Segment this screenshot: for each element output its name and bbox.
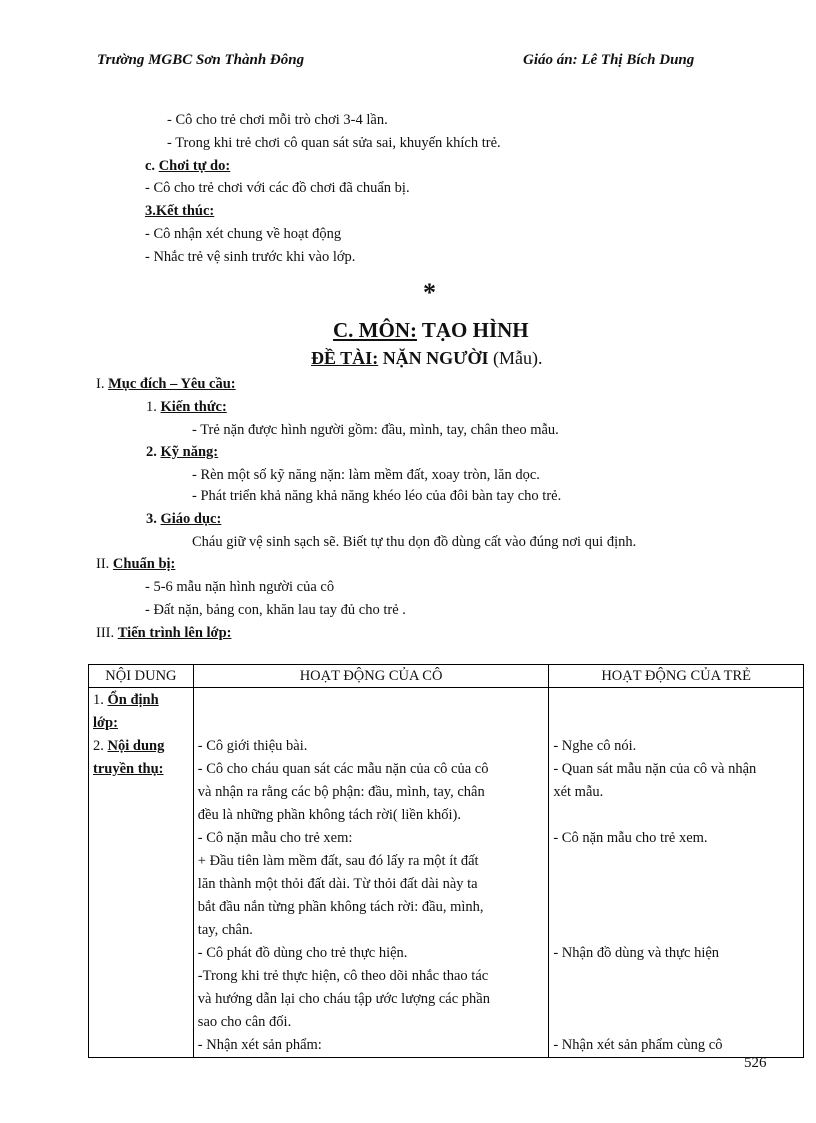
child-line: - Nghe cô nói.	[553, 738, 637, 754]
header-school: Trường MGBC Sơn Thành Đông	[97, 52, 305, 68]
teacher-line: - Cô giới thiệu bài.	[197, 738, 308, 754]
free-play-text: - Cô cho trẻ chơi với các đồ chơi đã chuẩn bị.	[145, 180, 410, 196]
topic-title	[311, 348, 543, 369]
section1-title: Mục đích – Yêu cầu:	[108, 376, 236, 392]
topic-prefix: ĐỀ TÀI:	[311, 348, 379, 368]
section3-heading	[96, 625, 231, 642]
child-line	[553, 850, 799, 873]
step2-title-a: Nội dung	[107, 738, 165, 754]
ending-line-2: - Nhắc trẻ vệ sinh trước khi vào lớp.	[145, 249, 356, 265]
ending-heading: 3.Kết thúc:	[145, 203, 215, 219]
teacher-line: đều là những phần không tách rời( liền khối).	[197, 807, 461, 823]
header-content: NỘI DUNG	[89, 665, 194, 688]
education-num: 3.	[146, 511, 157, 527]
separator-asterisk: *	[423, 278, 436, 307]
prep-line-2: - Đất nặn, bảng con, khăn lau tay đủ cho trẻ .	[145, 602, 406, 618]
teacher-line: bắt đầu nắn từng phần không tách rời: đầu, mình,	[197, 899, 484, 915]
child-line	[553, 896, 799, 919]
child-line	[553, 873, 799, 896]
free-play-label: Chơi tự do:	[158, 158, 231, 174]
section3-num: III.	[96, 625, 115, 641]
prep-line-1: - 5-6 mẫu nặn hình người của cô	[145, 579, 335, 595]
skills-line-2: - Phát triển khả năng khả năng khéo léo của đôi bàn tay cho trẻ.	[192, 488, 562, 504]
free-play-heading	[145, 158, 230, 175]
child-line: - Nhận xét sản phẩm cùng cô	[553, 1037, 723, 1053]
lesson-plan-table	[88, 664, 804, 1058]
child-line	[553, 965, 799, 988]
header-teacher: Giáo án: Lê Thị Bích Dung	[523, 52, 695, 68]
section1-heading	[96, 376, 236, 393]
subject-prefix: C. MÔN:	[333, 318, 417, 342]
section2-title: Chuẩn bị:	[112, 556, 176, 572]
intro-line-1: - Cô cho trẻ chơi mỗi trò chơi 3-4 lần.	[167, 112, 388, 128]
spacer	[553, 689, 799, 712]
teacher-line: và hướng dẫn lại cho cháu tập ước lượng các phần	[197, 991, 490, 1007]
step1-title-a: Ổn định	[107, 692, 159, 708]
table-body-row	[89, 688, 804, 1058]
teacher-line: lăn thành một thỏi đất dài. Từ thỏi đất dài này ta	[197, 876, 478, 892]
education-heading	[146, 511, 221, 528]
step2-title-b: truyền thụ:	[93, 761, 164, 777]
intro-line-2: - Trong khi trẻ chơi cô quan sát sửa sai, khuyến khích trẻ.	[167, 135, 501, 151]
step2-num: 2.	[93, 738, 104, 754]
child-line: - Nhận đồ dùng và thực hiện	[553, 945, 720, 961]
knowledge-title: Kiến thức:	[160, 399, 227, 415]
knowledge-line-1: - Trẻ nặn được hình người gồm: đầu, mình, tay, chân theo mẫu.	[192, 422, 559, 438]
teacher-line: -Trong khi trẻ thực hiện, cô theo dõi nhắc thao tác	[197, 968, 489, 984]
free-play-prefix: c.	[145, 158, 156, 174]
skills-title: Kỹ năng:	[160, 444, 219, 460]
education-title: Giáo dục:	[160, 511, 222, 527]
skills-heading	[146, 444, 218, 461]
page-number: 526	[744, 1055, 767, 1071]
child-line	[553, 919, 799, 942]
topic-suffix: (Mẫu).	[493, 348, 543, 368]
ending-line-1: - Cô nhận xét chung về hoạt động	[145, 226, 342, 242]
skills-line-1: - Rèn một số kỹ năng nặn: làm mềm đất, xoay tròn, lăn dọc.	[192, 467, 540, 483]
teacher-line: tay, chân.	[197, 922, 253, 938]
knowledge-num: 1.	[146, 399, 157, 415]
header-child-activity: HOẠT ĐỘNG CỦA TRẺ	[549, 665, 804, 688]
header-teacher-activity: HOẠT ĐỘNG CỦA CÔ	[193, 665, 549, 688]
spacer	[553, 712, 799, 735]
teacher-line: - Cô cho cháu quan sát các mẫu nặn của cô của cô	[197, 761, 489, 777]
topic-name: NẶN NGƯỜI	[382, 348, 489, 368]
teacher-line: + Đầu tiên làm mềm đất, sau đó lấy ra một ít đất	[197, 853, 479, 869]
child-line	[553, 804, 799, 827]
child-activity-cell	[549, 688, 804, 1058]
teacher-line: sao cho cân đối.	[197, 1014, 292, 1030]
child-line	[553, 988, 799, 1011]
teacher-line: - Nhận xét sản phẩm:	[197, 1037, 322, 1053]
section3-title: Tiến trình lên lớp:	[117, 625, 232, 641]
child-line: - Quan sát mẫu nặn của cô và nhận	[553, 761, 757, 777]
child-line: - Cô nặn mẫu cho trẻ xem.	[553, 830, 708, 846]
knowledge-heading	[146, 399, 227, 416]
table-header-row	[89, 665, 804, 688]
step1-title-b: lớp:	[93, 715, 118, 731]
skills-num: 2.	[146, 444, 157, 460]
step1-line-a	[93, 689, 189, 712]
content-cell	[89, 688, 194, 1058]
teacher-line: - Cô nặn mẫu cho trẻ xem:	[197, 830, 353, 846]
teacher-line: và nhận ra rằng các bộ phận: đầu, mình, tay, chân	[197, 784, 485, 800]
step2-line-a	[93, 735, 189, 758]
child-line	[553, 1011, 799, 1034]
education-line-1: Cháu giữ vệ sinh sạch sẽ. Biết tự thu dọn đồ dùng cất vào đúng nơi qui định.	[192, 534, 637, 550]
subject-name: TẠO HÌNH	[421, 318, 529, 342]
step1-num: 1.	[93, 692, 104, 708]
teacher-activity-cell	[193, 688, 549, 1058]
section1-num: I.	[96, 376, 105, 392]
spacer	[198, 712, 545, 735]
teacher-line: - Cô phát đồ dùng cho trẻ thực hiện.	[197, 945, 408, 961]
subject-title	[333, 318, 529, 343]
spacer	[198, 689, 545, 712]
section2-num: II.	[96, 556, 110, 572]
child-line: xét mẫu.	[553, 784, 604, 800]
section2-heading	[96, 556, 175, 573]
